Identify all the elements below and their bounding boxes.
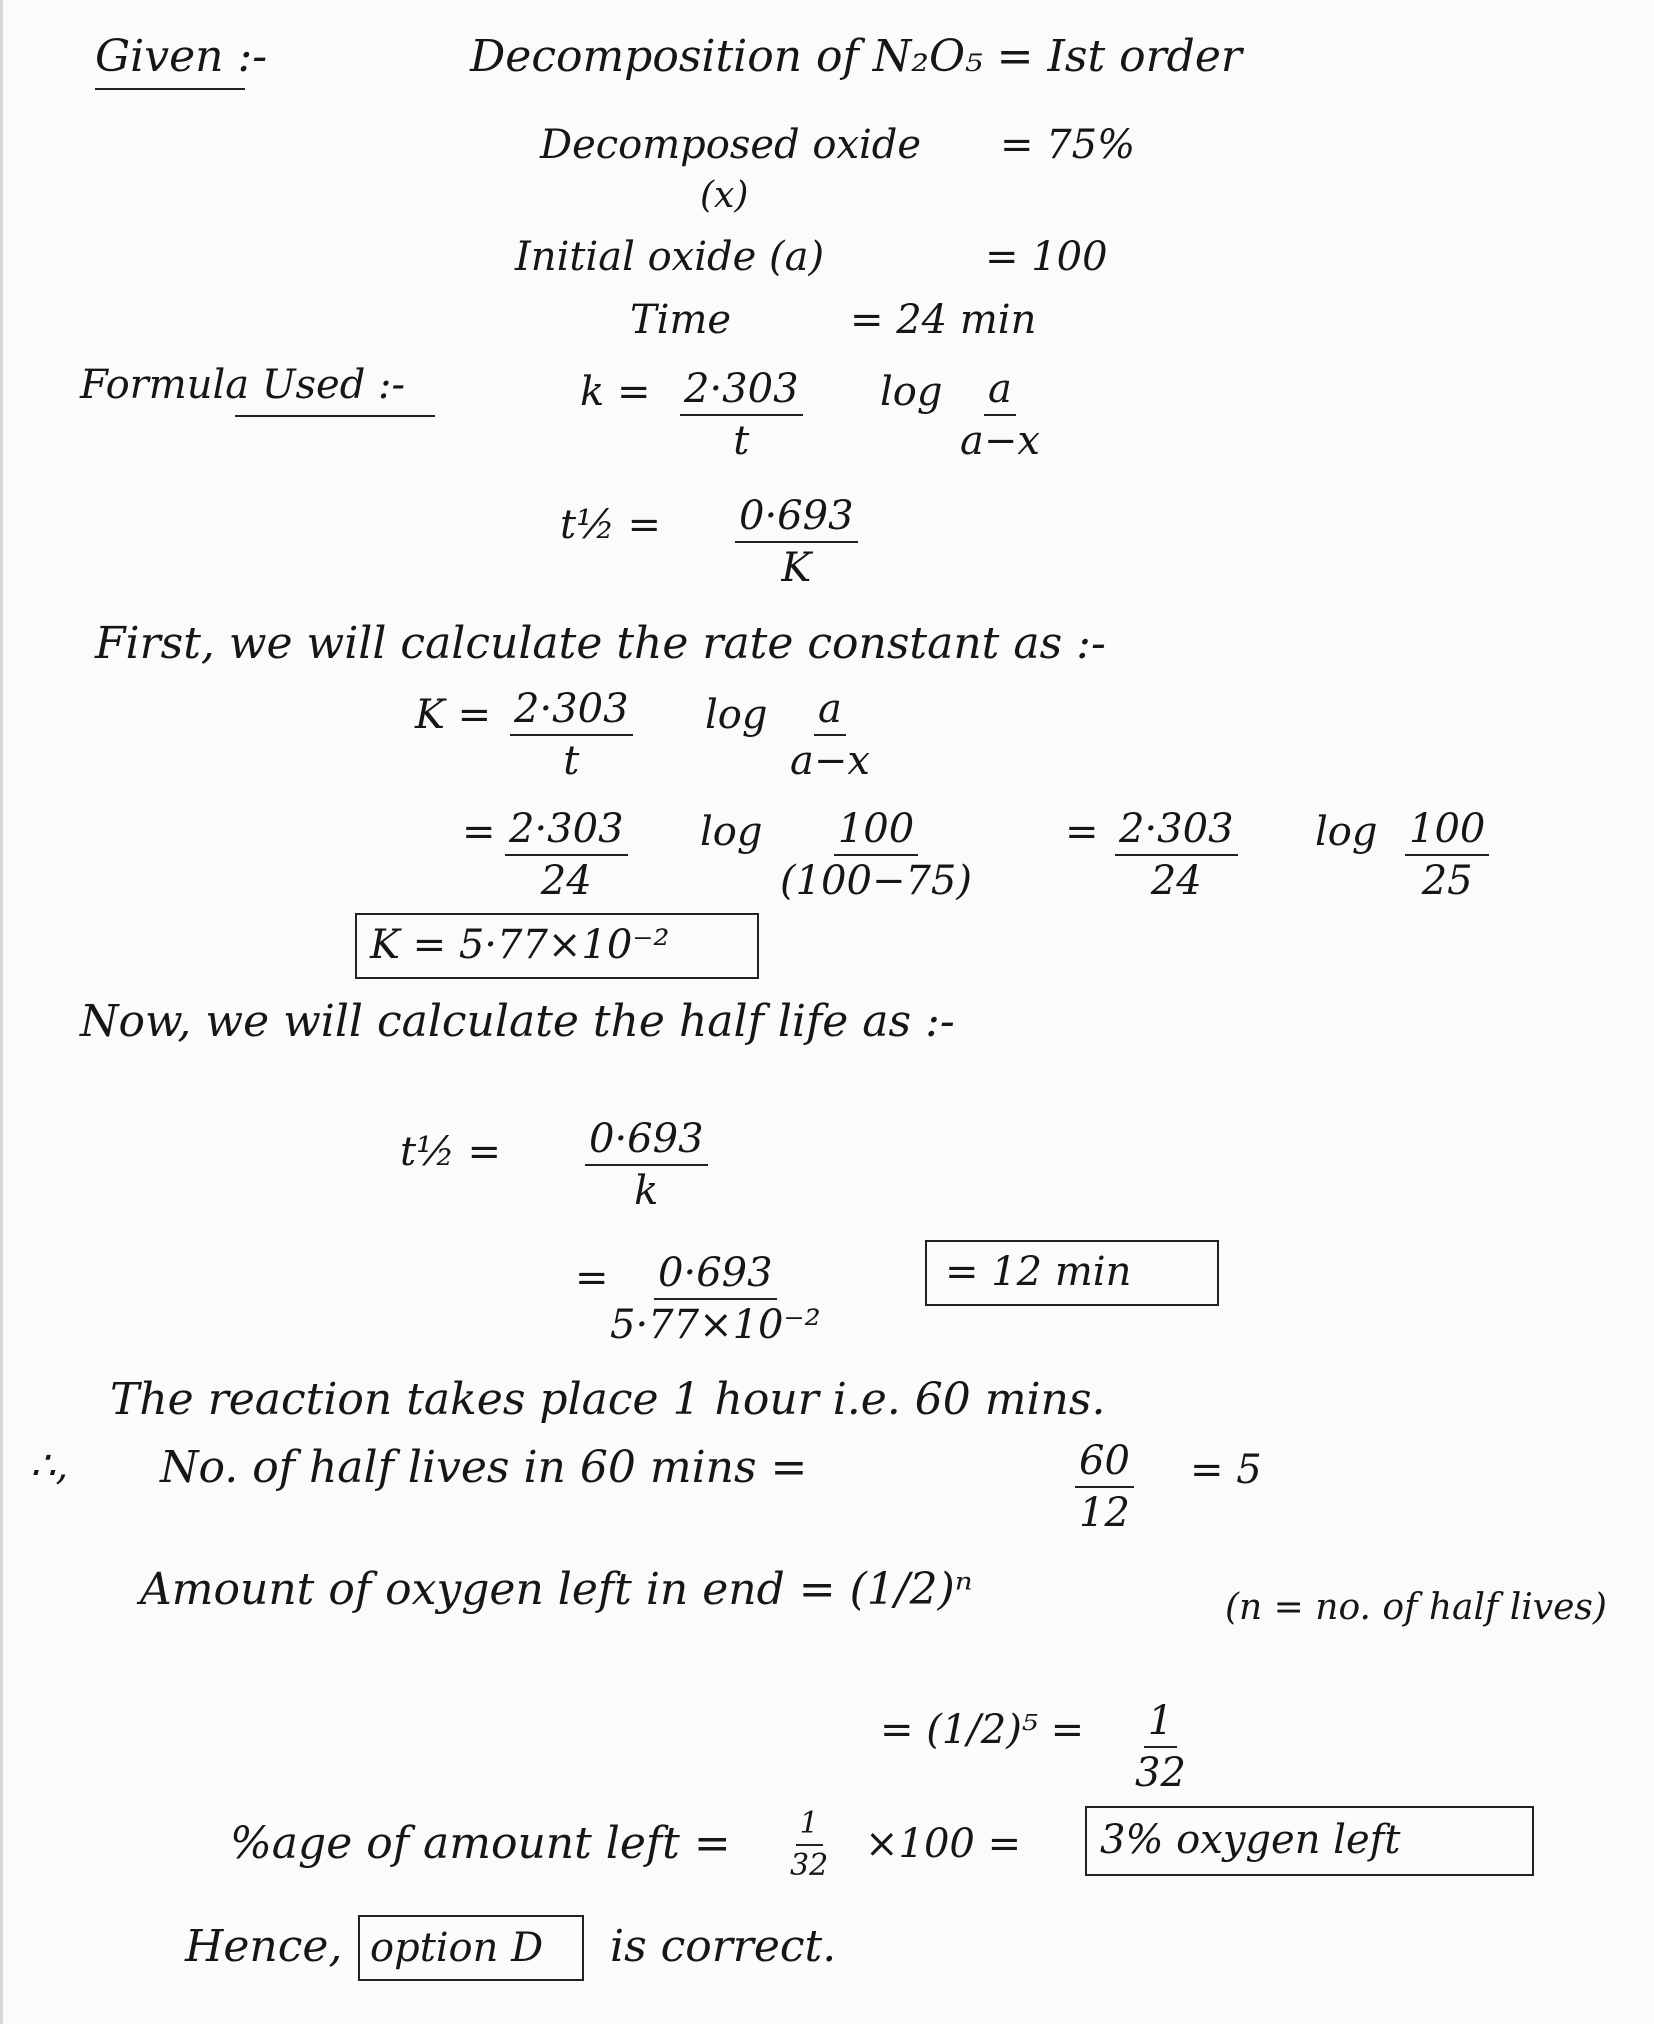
- step1-log-fraction: [790, 688, 870, 782]
- formula-log-denominator: a−x: [960, 418, 1040, 464]
- formula-log: log: [880, 369, 943, 415]
- step1-k-denominator: t: [563, 738, 580, 784]
- half-lives-value: = 5: [1190, 1447, 1262, 1493]
- step1-equals: =: [462, 809, 496, 855]
- step1-sub2-equals: =: [1065, 809, 1099, 855]
- formula-label: Formula Used :-: [80, 362, 406, 408]
- step1-sub2-log: log: [1315, 809, 1378, 855]
- given-label: Given :-: [95, 31, 268, 82]
- half-lives-numerator: 60: [1075, 1440, 1134, 1488]
- formula-half-life-lhs: t½ =: [560, 502, 662, 548]
- percentage-numerator: 1: [796, 1808, 823, 1846]
- percentage-fraction: [790, 1808, 828, 1881]
- step1-sub2-log-denominator: 25: [1421, 858, 1473, 904]
- decomposed-value: = 75%: [1000, 122, 1136, 168]
- therefore-symbol: ∴,: [30, 1443, 69, 1489]
- half-lives-denominator: 12: [1079, 1490, 1130, 1536]
- formula-half-life-numerator: 0·693: [735, 495, 858, 543]
- half-lives-line: No. of half lives in 60 mins =: [160, 1442, 808, 1493]
- step1-sub1-numerator: 2·303: [505, 808, 628, 856]
- step2-value-fraction: [610, 1252, 821, 1346]
- percentage-multiplier: ×100 =: [865, 1821, 1022, 1867]
- formula-k-denominator: t: [733, 418, 750, 464]
- time-value: = 24 min: [850, 297, 1037, 343]
- hence-label: Hence,: [185, 1921, 343, 1972]
- initial-oxide-label: Initial oxide (a): [515, 234, 825, 280]
- step1-log-numerator: a: [814, 688, 846, 736]
- step1-sub1-fraction: [505, 808, 628, 902]
- step2-value-numerator: 0·693: [654, 1252, 777, 1300]
- step1-sub1-log-numerator: 100: [834, 808, 918, 856]
- step2-value-denominator: 5·77×10⁻²: [610, 1302, 821, 1348]
- formula-half-life-denominator: K: [781, 545, 812, 591]
- one-over-32-numerator: 1: [1144, 1700, 1177, 1748]
- formula-half-life-fraction: [735, 495, 858, 589]
- decomposed-x: (x): [700, 175, 749, 216]
- step1-sub2-fraction: [1115, 808, 1238, 902]
- step1-sub1-log: log: [700, 809, 763, 855]
- rate-constant-intro: First, we will calculate the rate constant as :-: [95, 618, 1106, 669]
- half-lives-fraction: [1075, 1440, 1134, 1534]
- correct-label: is correct.: [610, 1921, 837, 1972]
- initial-oxide-value: = 100: [985, 234, 1108, 280]
- one-over-32-denominator: 32: [1135, 1750, 1186, 1796]
- decomposed-oxide-label: Decomposed oxide: [540, 122, 922, 168]
- formula-k-fraction: [680, 368, 803, 462]
- step1-sub2-denominator: 24: [1150, 858, 1202, 904]
- percentage-label: %age of amount left =: [230, 1818, 731, 1869]
- final-answer: 3% oxygen left: [1100, 1817, 1401, 1863]
- step2-half-life-numerator: 0·693: [585, 1118, 708, 1166]
- step1-sub2-numerator: 2·303: [1115, 808, 1238, 856]
- step1-k-lhs: K =: [415, 692, 492, 738]
- formula-k-numerator: 2·303: [680, 368, 803, 416]
- amount-left-line: Amount of oxygen left in end = (1/2)ⁿ: [140, 1564, 973, 1615]
- step2-half-life-lhs: t½ =: [400, 1129, 502, 1175]
- step1-sub2-log-fraction: [1405, 808, 1489, 902]
- step1-k-fraction: [510, 688, 633, 782]
- decomposition-line: Decomposition of N₂O₅ = Ist order: [470, 31, 1242, 82]
- step2-half-life-fraction: [585, 1118, 708, 1212]
- formula-log-fraction: [960, 368, 1040, 462]
- power-expression: = (1/2)⁵ =: [880, 1707, 1085, 1753]
- formula-underline: [235, 415, 435, 417]
- step2-equals: =: [575, 1255, 609, 1301]
- time-label: Time: [630, 297, 732, 343]
- step1-log-denominator: a−x: [790, 738, 870, 784]
- formula-log-numerator: a: [984, 368, 1016, 416]
- half-lives-note: (n = no. of half lives): [1225, 1587, 1607, 1628]
- option-label: option D: [370, 1925, 544, 1971]
- rate-constant-result: K = 5·77×10⁻²: [370, 922, 670, 968]
- half-life-result: = 12 min: [945, 1249, 1132, 1295]
- step1-sub1-log-fraction: [780, 808, 972, 902]
- step1-log: log: [705, 692, 768, 738]
- step1-sub2-log-numerator: 100: [1405, 808, 1489, 856]
- given-underline: [95, 88, 245, 90]
- step1-k-numerator: 2·303: [510, 688, 633, 736]
- formula-k-lhs: k =: [580, 369, 651, 415]
- step1-sub1-denominator: 24: [540, 858, 592, 904]
- one-over-32-fraction: [1135, 1700, 1186, 1794]
- reaction-time-line: The reaction takes place 1 hour i.e. 60 mins.: [110, 1374, 1106, 1425]
- page-edge: [0, 0, 3, 2024]
- half-life-intro: Now, we will calculate the half life as :-: [80, 996, 955, 1047]
- step1-sub1-log-denominator: (100−75): [780, 858, 972, 904]
- percentage-denominator: 32: [790, 1847, 829, 1883]
- step2-half-life-denominator: k: [634, 1168, 659, 1214]
